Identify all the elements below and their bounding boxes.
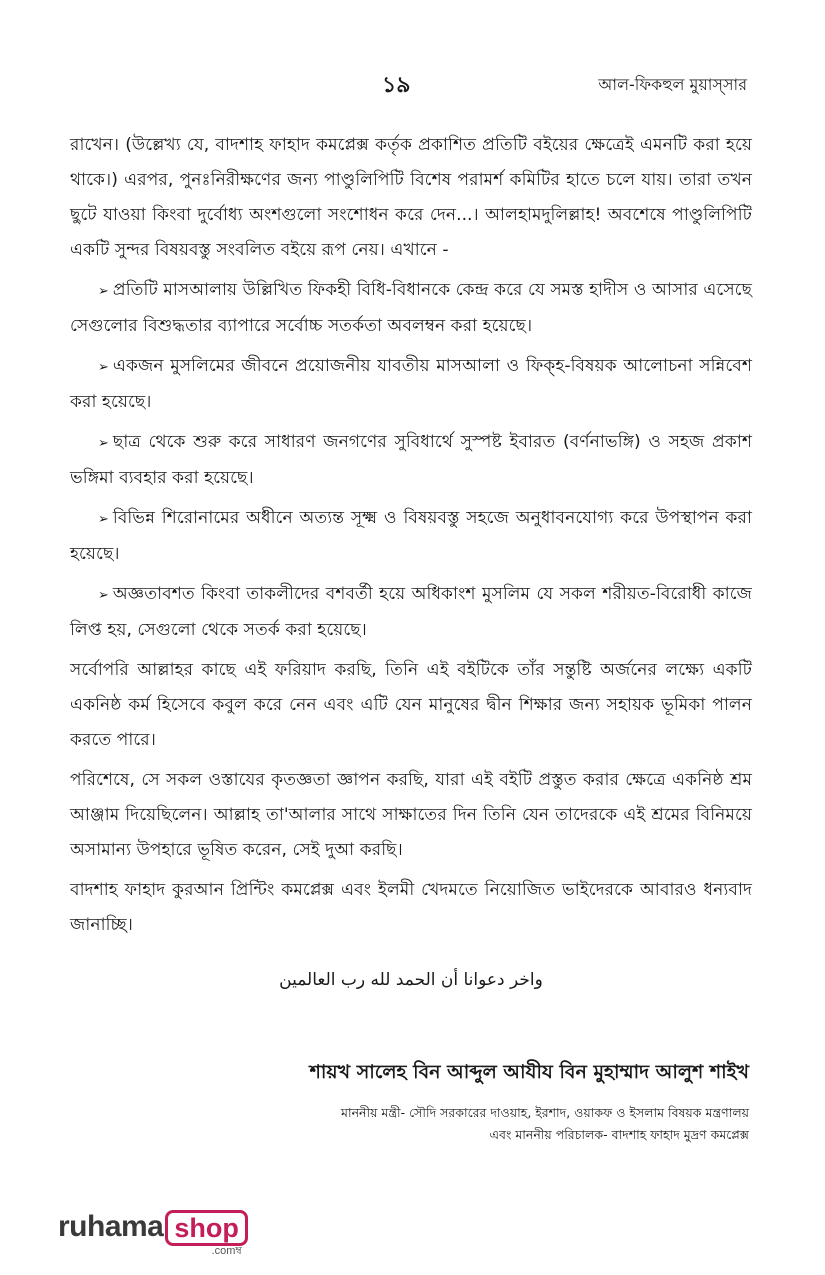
- ruhamashop-logo: [58, 1210, 248, 1257]
- logo-text-shop: shop: [165, 1210, 248, 1246]
- bullet-item: [70, 349, 752, 420]
- logo-text-domain: .comম্ব: [211, 1245, 242, 1257]
- bullet-text: অজ্ঞতাবশত কিংবা তাকলীদের বশবর্তী হয়ে অধিকাংশ মুসলিম যে সকল শরীয়ত-বিরোধী কাজে লিপ্ত হয়, সেগুলো থেকে সতর্ক করা হয়েছে।: [70, 584, 752, 640]
- prayer-paragraph: সর্বোপরি আল্লাহর কাছে এই ফরিয়াদ করছি, তিনি এই বইটিকে তাঁর সন্তুষ্টি অর্জনের লক্ষ্যে একটি একনিষ্ঠ কর্ম হিসেবে কবুল করে নেন এবং এটি যেন মানুষের দ্বীন শিক্ষার জন্য সহায়ক ভূমিকা পালন করতে পারে।: [70, 660, 752, 750]
- running-title: আল-ফিকহুল মুয়াস্সার: [598, 75, 747, 94]
- page-number: ১৯: [382, 73, 411, 98]
- gratitude-paragraph: পরিশেষে, সে সকল ওস্তাযের কৃতজ্ঞতা জ্ঞাপন করছি, যারা এই বইটি প্রস্তুত করার ক্ষেত্রে একনিষ্ঠ শ্রম আঞ্জাম দিয়েছিলেন। আল্লাহ তা'আলার সাথে সাক্ষাতের দিন তিনি যেন তাদেরকে এই শ্রমের বিনিময়ে অসামান্য উপহারে ভূষিত করেন, সেই দুআ করছি।: [70, 770, 752, 860]
- bullet-item: [70, 501, 752, 572]
- arrow-bullet-icon: ➢: [98, 284, 109, 299]
- bullet-text: ছাত্র থেকে শুরু করে সাধারণ জনগণের সুবিধার্থে সুস্পষ্ট ইবারত (বর্ণনাভঙ্গি) ও সহজ প্রকাশ ভঙ্গিমা ব্যবহার করা হয়েছে।: [70, 432, 752, 488]
- body-text: [70, 128, 752, 948]
- bullet-text: প্রতিটি মাসআলায় উল্লিখিত ফিকহী বিধি-বিধানকে কেন্দ্র করে যে সমস্ত হাদীস ও আসার এসেছে সেগুলোর বিশুদ্ধতার ব্যাপারে সর্বোচ্চ সতর্কতা অবলম্বন করা হয়েছে।: [70, 280, 752, 336]
- bullet-text: বিভিন্ন শিরোনামের অধীনে অত্যন্ত সূক্ষ্ম ও বিষয়বস্তু সহজে অনুধাবনযোগ্য করে উপস্থাপন করা হয়েছে।: [70, 508, 752, 564]
- bullet-item: [70, 425, 752, 496]
- bullet-text: একজন মুসলিমের জীবনে প্রয়োজনীয় যাবতীয় মাসআলা ও ফিক্হ-বিষয়ক আলোচনা সন্নিবেশ করা হয়েছে।: [70, 356, 752, 412]
- intro-paragraph: রাখেন। (উল্লেখ্য যে, বাদশাহ ফাহাদ কমপ্লেক্স কর্তৃক প্রকাশিত প্রতিটি বইয়ের ক্ষেত্রেই এমনটি করা হয়ে থাকে।) এরপর, পুনঃনিরীক্ষণের জন্য পাণ্ডুলিপিটি বিশেষ পরামর্শ কমিটির হাতে চলে যায়। তারা তখন ছুটে যাওয়া কিংবা দুর্বোধ্য অংশগুলো সংশোধন করে দেন...। আলহামদুলিল্লাহ! অবশেষে পাণ্ডুলিপিটি একটি সুন্দর বিষয়বস্তু সংবলিত বইয়ে রূপ নেয়। এখানে -: [70, 135, 752, 260]
- closing-arabic-line: واخر دعوانا أن الحمد لله رب العالمين: [279, 970, 543, 990]
- author-name: শায়খ সালেহ বিন আব্দুল আযীয বিন মুহাম্মাদ আলুশ শাইখ: [309, 1061, 749, 1083]
- bullet-item: [70, 577, 752, 648]
- arrow-bullet-icon: ➢: [98, 360, 109, 375]
- bullet-item: [70, 273, 752, 344]
- logo-text-main: ruhama: [58, 1210, 164, 1243]
- author-role-line-2: এবং মাননীয় পরিচালক- বাদশাহ ফাহাদ মুদ্রণ কমপ্লেক্স: [489, 1127, 749, 1142]
- author-role-line-1: মাননীয় মন্ত্রী- সৌদি সরকারের দাওয়াহ, ইরশাদ, ওয়াকফ ও ইসলাম বিষয়ক মন্ত্রণালয়: [341, 1105, 749, 1120]
- thanks-paragraph: বাদশাহ ফাহাদ কুরআন প্রিন্টিং কমপ্লেক্স এবং ইলমী খেদমতে নিয়োজিত ভাইদেরকে আবারও ধন্যবাদ জানাচ্ছি।: [70, 880, 752, 935]
- arrow-bullet-icon: ➢: [98, 512, 109, 527]
- arrow-bullet-icon: ➢: [98, 588, 109, 603]
- signature-block: [310, 1058, 749, 1146]
- arrow-bullet-icon: ➢: [98, 436, 109, 451]
- logo-shop-badge: [165, 1210, 248, 1257]
